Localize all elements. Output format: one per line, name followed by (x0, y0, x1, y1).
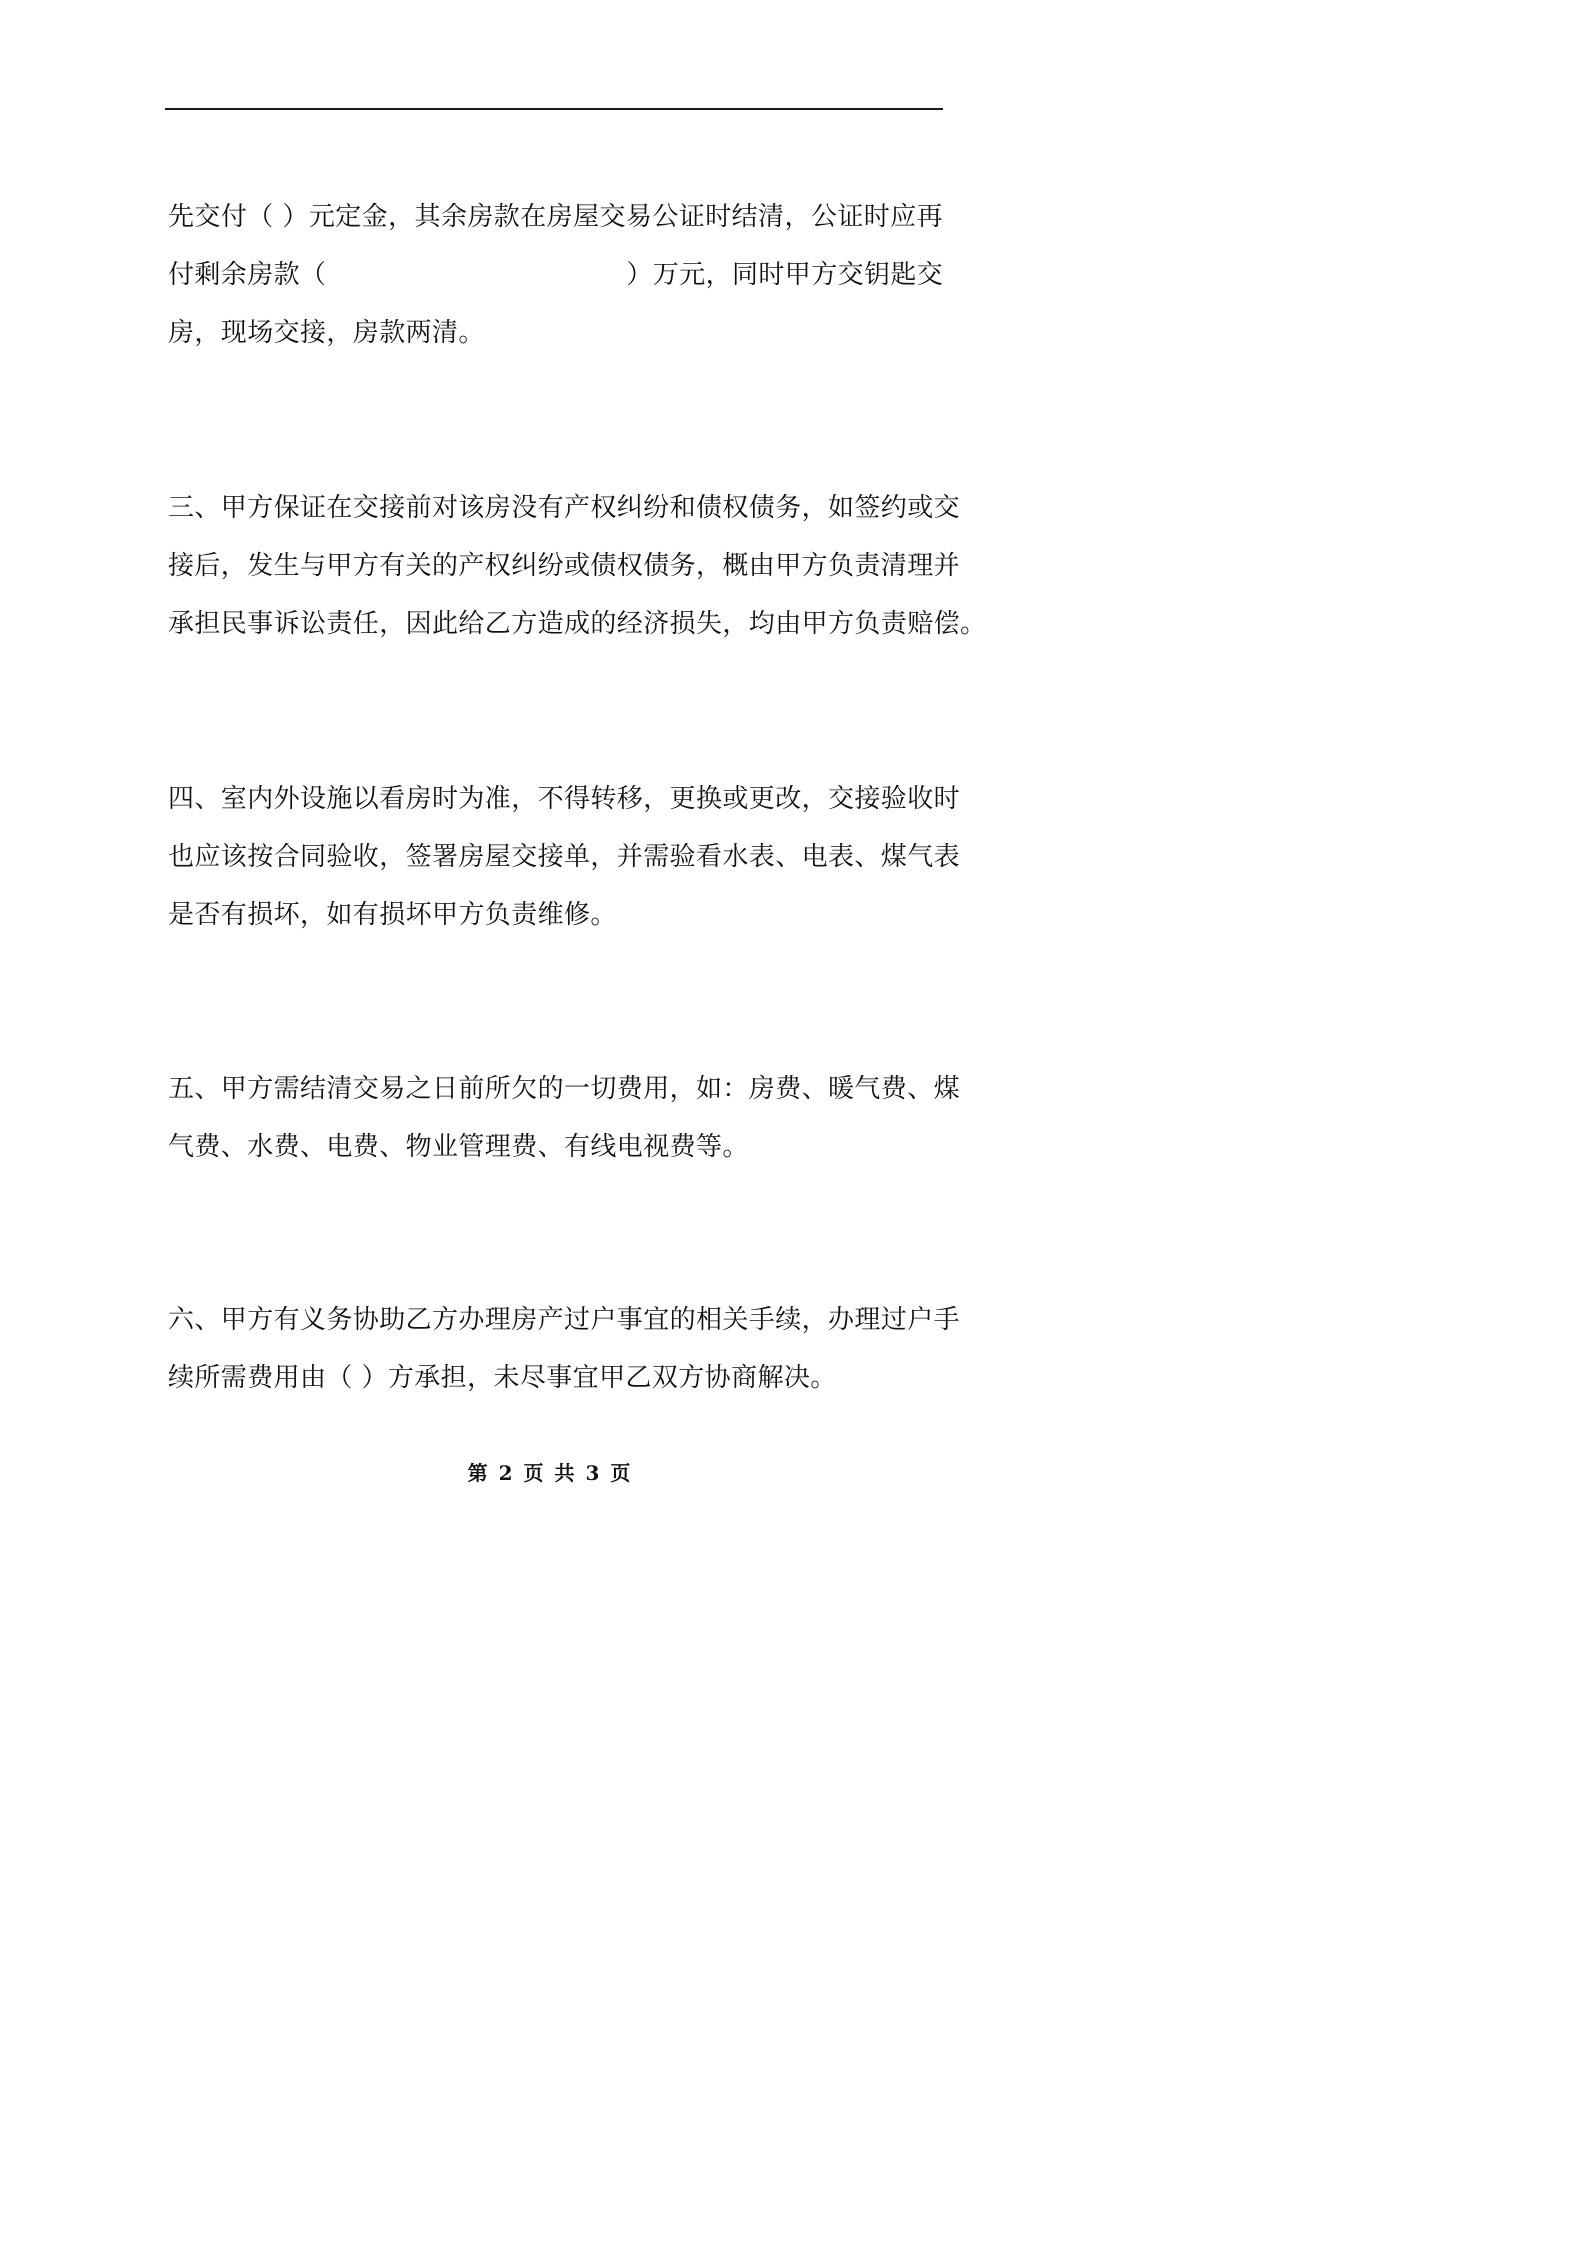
paragraph-payment-terms (168, 188, 943, 362)
text-line: 五、甲方需结清交易之日前所欠的一切费用，如：房费、暖气费、煤 (168, 1074, 961, 1104)
text-line: 三、甲方保证在交接前对该房没有产权纠纷和债权债务，如签约或交 (168, 493, 961, 523)
text-line: 是否有损坏，如有损坏甲方负责维修。 (168, 900, 617, 930)
text-line: 气费、水费、电费、物业管理费、有线电视费等。 (168, 1132, 749, 1162)
text-segment: ）万元，同时甲方交钥匙交 (626, 260, 944, 290)
header-rule (165, 108, 943, 110)
text-line: 续所需费用由（ ）方承担，未尽事宜甲乙双方协商解决。 (168, 1363, 837, 1393)
text-line-with-blank (168, 246, 943, 304)
text-line: 六、甲方有义务协助乙方办理房产过户事宜的相关手续，办理过户手 (168, 1305, 961, 1335)
text-line: 也应该按合同验收，签署房屋交接单，并需验看水表、电表、煤气表 (168, 842, 961, 872)
paragraph-clause-5 (168, 1060, 961, 1176)
paragraph-clause-4 (168, 770, 961, 944)
text-line: 房，现场交接，房款两清。 (168, 318, 485, 348)
paragraph-clause-3 (168, 479, 987, 653)
text-line: 接后，发生与甲方有关的产权纠纷或债权债务，概由甲方负责清理并 (168, 551, 961, 581)
text-line: 四、室内外设施以看房时为准，不得转移，更换或更改，交接验收时 (168, 784, 961, 814)
page-number-footer: 第 2 页 共 3 页 (467, 1461, 633, 1485)
text-line: 先交付（ ）元定金，其余房款在房屋交易公证时结清，公证时应再 (168, 202, 943, 232)
paragraph-clause-6 (168, 1291, 961, 1407)
text-line: 承担民事诉讼责任，因此给乙方造成的经济损失，均由甲方负责赔偿。 (168, 609, 987, 639)
text-segment: 付剩余房款（ (168, 260, 327, 290)
